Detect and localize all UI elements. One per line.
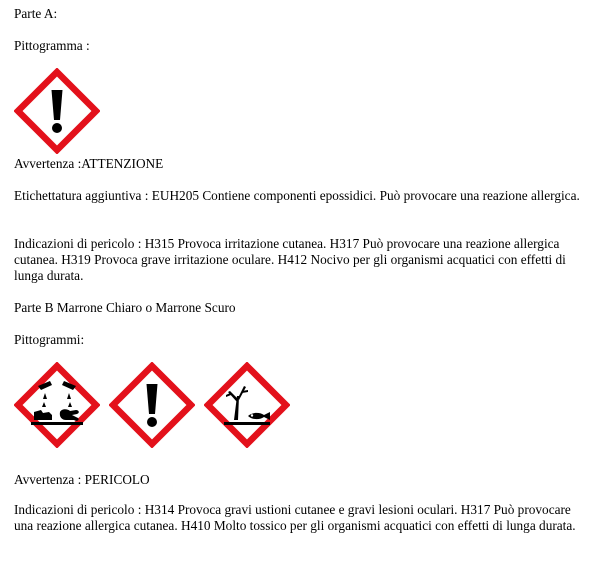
part-b-pictogram-label: Pittogrammi: <box>14 332 85 347</box>
part-b-pictogram-label-block <box>14 332 590 348</box>
part-a-pictogram-label: Pittogramma : <box>14 38 90 53</box>
part-a-heading-block <box>14 6 590 22</box>
exclamation-mark-icon <box>109 362 195 448</box>
part-a-additional-labelling: Etichettatura aggiuntiva : EUH205 Contiene componenti epossidici. Può provocare una reazione allergica. <box>14 188 580 203</box>
part-a-hazard-block <box>14 236 590 284</box>
part-b-heading-block <box>14 300 590 316</box>
part-a-warning: Avvertenza :ATTENZIONE <box>14 156 164 171</box>
part-a-pictogram-label-block <box>14 38 590 54</box>
exclamation-mark-icon <box>14 68 100 154</box>
part-b-hazard-statements: Indicazioni di pericolo : H314 Provoca gravi ustioni cutanee e gravi lesioni oculari. H317 Può provocare una reazione allergica cutanea. H410 Molto tossico per gli organismi acquatici con effetti di lunga durata. <box>14 502 576 533</box>
part-a-warning-block <box>14 156 590 172</box>
environment-icon <box>204 362 290 448</box>
part-a-heading: Parte A: <box>14 6 58 21</box>
part-b-heading: Parte B Marrone Chiaro o Marrone Scuro <box>14 300 236 315</box>
part-b-hazard-block <box>14 502 590 534</box>
part-b-warning: Avvertenza : PERICOLO <box>14 472 150 487</box>
part-a-additional-block <box>14 188 590 204</box>
part-a-hazard-statements: Indicazioni di pericolo : H315 Provoca irritazione cutanea. H317 Può provocare una reazione allergica cutanea. H319 Provoca grave irritazione oculare. H412 Nocivo per gli organismi acquatici con effetti di lunga durata. <box>14 236 566 283</box>
part-b-warning-block <box>14 472 590 488</box>
corrosion-icon <box>14 362 100 448</box>
